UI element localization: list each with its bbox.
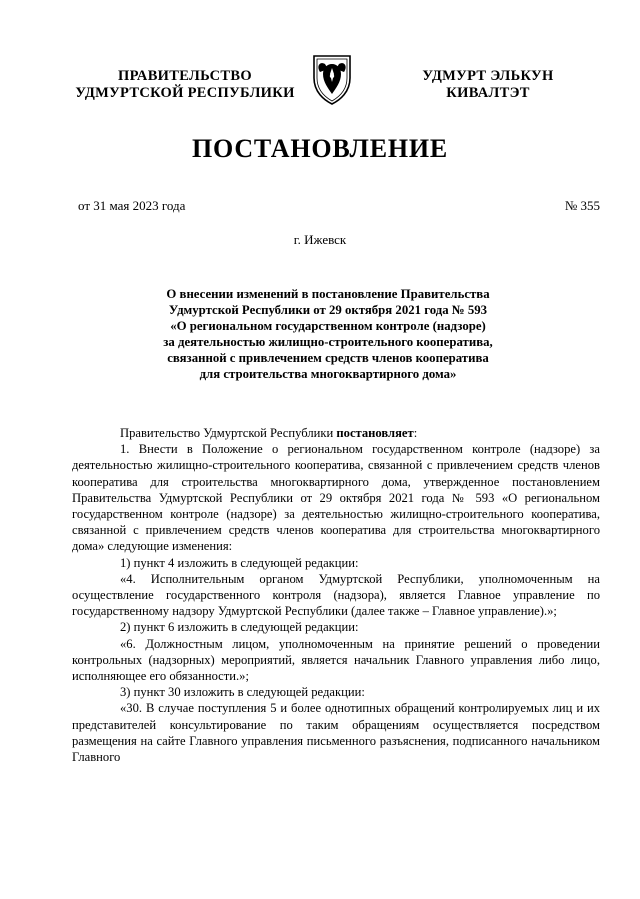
document-city: г. Ижевск	[293, 232, 347, 247]
document-title: ПОСТАНОВЛЕНИЕ	[191, 134, 449, 163]
government-name-russian	[62, 68, 308, 102]
government-name-udmurt-line1: УДМУРТ ЭЛЬКУН	[422, 68, 554, 84]
intro-colon: :	[413, 426, 418, 440]
resolution-intro	[72, 425, 600, 441]
document-number: № 355	[564, 198, 600, 213]
intro-text: Правительство Удмуртской Республики	[120, 426, 337, 440]
paragraph-7: «30. В случае поступления 5 и более однотипных обращений контролируемых лиц и их представителей консультирование по таким обращениям осуществляется посредством размещения на сайте Главного управления письменного разъяснения, подписанного начальником Главного	[72, 701, 600, 765]
document-date: от 31 мая 2023 года	[78, 198, 186, 213]
subject-line: за деятельностью жилищно-строительного кооператива,	[163, 335, 493, 349]
government-name-udmurt-line2: КИВАЛТЭТ	[446, 85, 530, 101]
paragraph-2: 1) пункт 4 изложить в следующей редакции:	[120, 555, 359, 570]
paragraph-1: 1. Внести в Положение о региональном государственном контроле (надзоре) за деятельностью жилищно-строительного кооператива, связанной с привлечением средств членов кооператива для строительства многоквартирного дома, утвержденное постановлением Правительства Удмуртской Республики от 29 октября 2021 года № 593 «О региональном государственном контроле (надзоре) за деятельностью жилищно-строительного кооператива, связанной с привлечением средств членов кооператива для строительства многоквартирного дома» следующие изменения:	[72, 442, 600, 554]
document-subject	[118, 286, 538, 382]
paragraph-6: 3) пункт 30 изложить в следующей редакции:	[120, 685, 365, 700]
subject-line: О внесении изменений в постановление Правительства	[166, 287, 490, 301]
document-body	[72, 425, 600, 765]
subject-line: Удмуртской Республики от 29 октября 2021 года № 593	[168, 303, 488, 317]
paragraph-5: «6. Должностным лицом, уполномоченным на принятие решений о проведении контрольных (надзорных) мероприятий, является начальник Главного управления либо лицо, исполняющее его обязанности.»;	[72, 636, 600, 684]
subject-line: «О региональном государственном контроле (надзоре)	[170, 319, 486, 333]
resolves-keyword: постановляет	[336, 426, 414, 440]
paragraph-4: 2) пункт 6 изложить в следующей редакции:	[120, 620, 359, 635]
coat-of-arms-icon	[310, 52, 354, 106]
government-name-udmurt	[396, 68, 580, 102]
government-name-line1: ПРАВИТЕЛЬСТВО	[118, 68, 252, 84]
subject-line: для строительства многоквартирного дома»	[199, 367, 457, 381]
subject-line: связанной с привлечением средств членов кооператива	[167, 351, 489, 365]
paragraph-3: «4. Исполнительным органом Удмуртской Республики, уполномоченным на осуществление государственного контроля (надзора), является Главное управление по государственному надзору Удмуртской Республики (далее также – Главное управление).»;	[72, 571, 600, 619]
government-name-line2: УДМУРТСКОЙ РЕСПУБЛИКИ	[75, 85, 295, 101]
